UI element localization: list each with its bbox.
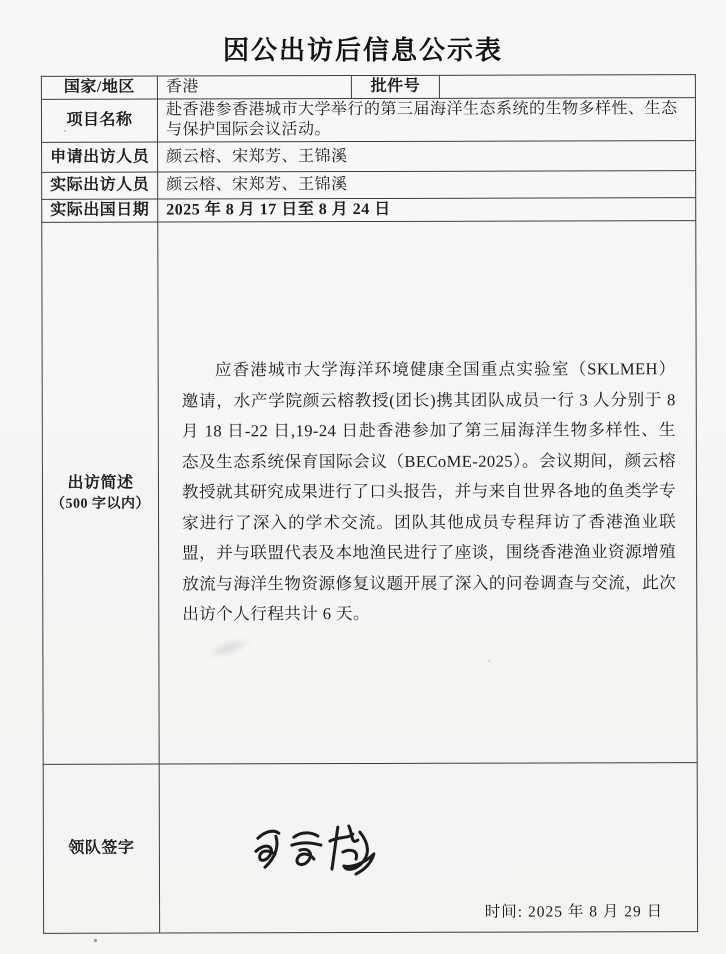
field-label-approval-number: 批件号 xyxy=(351,75,439,98)
scan-speck-artifact xyxy=(64,130,66,132)
row-country-region xyxy=(41,75,695,100)
row-leader-signature xyxy=(43,763,697,934)
signature-date: 时间: 2025 年 8 月 29 日 xyxy=(484,902,664,921)
field-label-actual-members: 实际出访人员 xyxy=(42,172,158,199)
visit-summary-paragraph: 应香港城市大学海洋环境健康全国重点实验室（SKLMEH）邀请，水产学院颜云榕教授(团长)携其团队成员一行 3 人分别于 8 月 18 日-22 日,19-24 日赴香港参加了第三届海洋生物多样性、生态及生态系统保育国际会议（BECoME-2025）。会议期间，颜云榕教授就其研究成果进行了口头报告，并与来自世界各地的鱼类学专家进行了深入的学术交流。团队其他成员专程拜访了香港渔业联盟，并与联盟代表及本地渔民进行了座谈，围绕香港渔业资源增殖放流与海洋生物资源修复议题开展了深入的问卷调查与交流，此次出访个人行程共计 6 天。 xyxy=(181,359,677,624)
field-value-travel-dates: 2025 年 8 月 17 日至 8 月 24 日 xyxy=(158,198,696,222)
row-travel-dates xyxy=(42,198,696,223)
field-label-travel-dates: 实际出国日期 xyxy=(42,199,158,222)
field-value-applied-members: 颜云榕、宋郑芳、王锦溪 xyxy=(158,141,696,172)
visit-summary-label: 出访简述 xyxy=(67,474,134,492)
row-applied-members xyxy=(42,141,696,173)
field-value-actual-members: 颜云榕、宋郑芳、王锦溪 xyxy=(158,171,696,199)
field-label-leader-signature: 领队签字 xyxy=(43,764,159,933)
field-label-visit-summary xyxy=(42,222,159,764)
row-actual-members xyxy=(42,171,696,200)
row-visit-summary xyxy=(42,221,697,765)
field-value-approval-number xyxy=(439,75,695,99)
page-title: 因公出访后信息公示表 xyxy=(222,36,503,65)
leader-signature-handwriting xyxy=(248,812,388,882)
publicity-form-table xyxy=(41,74,698,934)
field-label-country-region: 国家/地区 xyxy=(41,76,157,99)
field-value-leader-signature xyxy=(159,763,697,933)
field-label-project-name: 项目名称 xyxy=(41,99,157,142)
scan-speck-artifact xyxy=(94,939,97,942)
field-label-applied-members: 申请出访人员 xyxy=(42,142,158,172)
field-value-country-region: 香港 xyxy=(157,76,351,100)
row-project-name xyxy=(41,98,695,143)
scan-speck-artifact xyxy=(488,660,490,662)
field-value-visit-summary xyxy=(158,221,697,764)
field-value-project-name: 赴香港参香港城市大学举行的第三届海洋生态系统的生物多样性、生态与保护国际会议活动。 xyxy=(157,98,695,142)
visit-summary-word-limit: （500 字以内） xyxy=(50,496,151,512)
